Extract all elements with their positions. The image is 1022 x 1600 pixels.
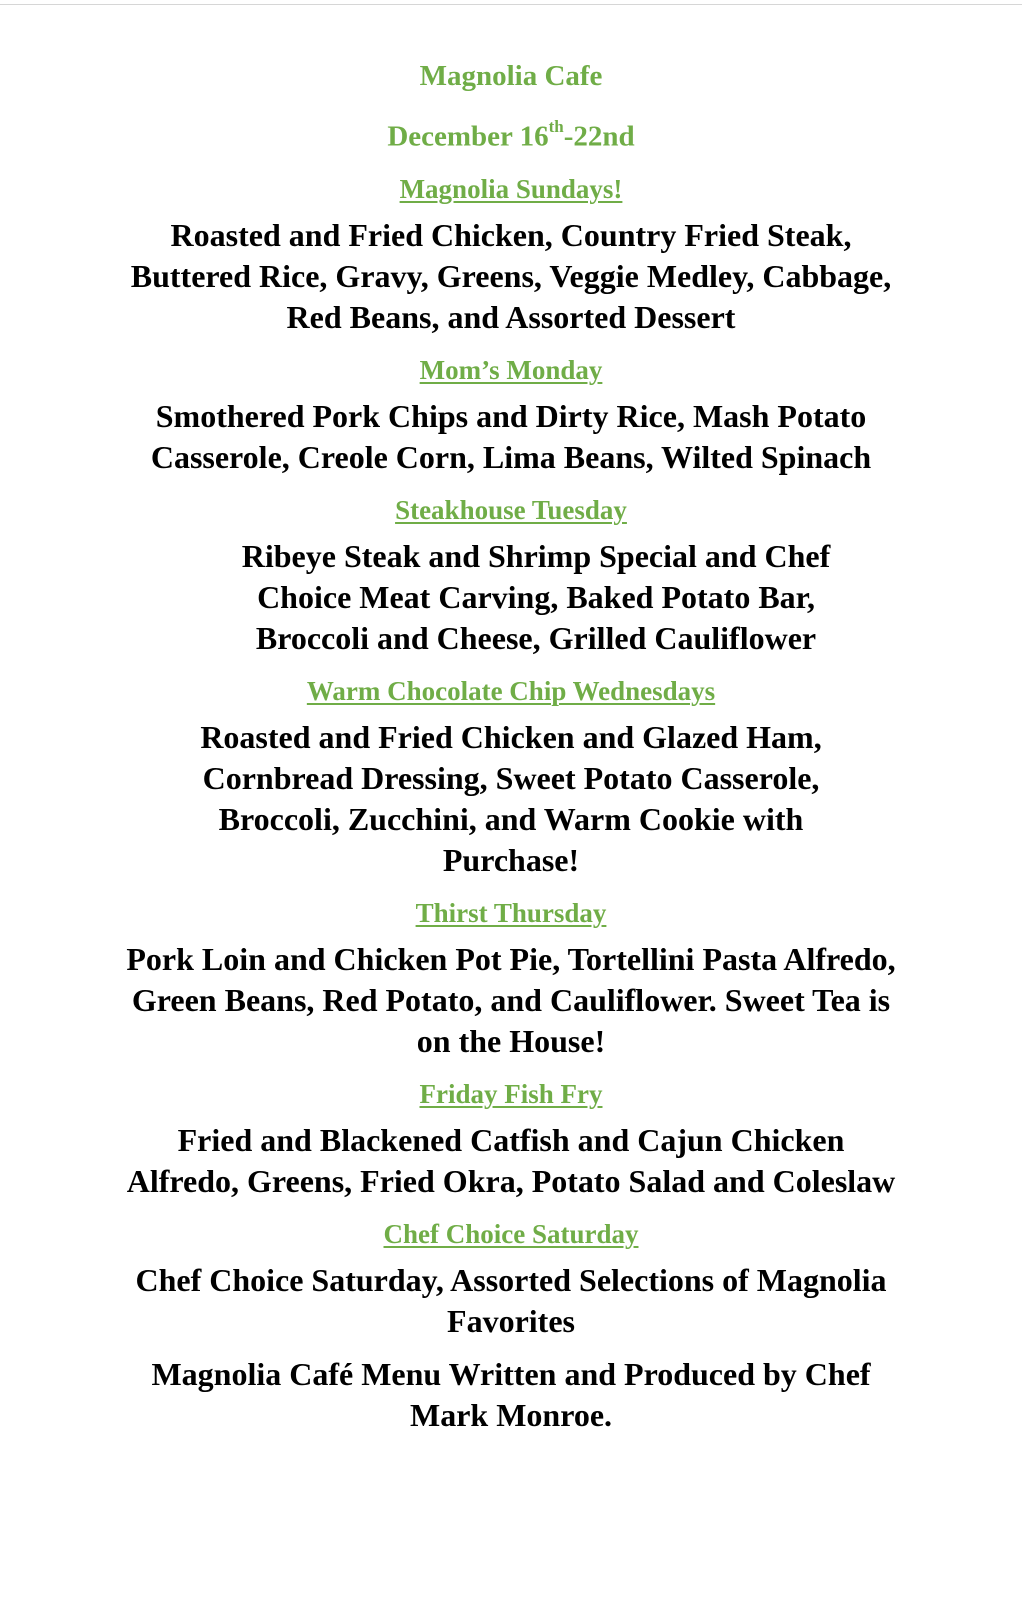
date-range <box>0 110 1022 157</box>
section-heading-friday: Friday Fish Fry <box>419 1078 603 1109</box>
date-start: December 16 <box>387 120 549 153</box>
section-items-sunday: Roasted and Fried Chicken, Country Fried Steak, Buttered Rice, Gravy, Greens, Veggie Medley, Cabbage, Red Beans, and Assorted Dessert <box>130 216 892 335</box>
section-items-monday: Smothered Pork Chips and Dirty Rice, Mash Potato Casserole, Creole Corn, Lima Beans, Wilted Spinach <box>150 397 872 475</box>
section-items-wednesday: Roasted and Fried Chicken and Glazed Ham, Cornbread Dressing, Sweet Potato Casserole, Broccoli, Zucchini, and Warm Cookie with Purchase! <box>200 718 822 878</box>
section-items-tuesday: Ribeye Steak and Shrimp Special and Chef Choice Meat Carving, Baked Potato Bar, Broccoli and Cheese, Grilled Cauliflower <box>241 537 831 656</box>
section-thursday <box>0 881 1022 1062</box>
section-heading-monday: Mom’s Monday <box>419 354 603 385</box>
section-heading-sunday: Magnolia Sundays! <box>399 173 623 204</box>
section-items-thursday: Pork Loin and Chicken Pot Pie, Tortellini Pasta Alfredo, Green Beans, Red Potato, and Cauliflower. Sweet Tea is on the House! <box>126 940 896 1059</box>
section-wednesday <box>0 659 1022 881</box>
section-monday <box>0 338 1022 478</box>
section-heading-saturday: Chef Choice Saturday <box>383 1218 639 1249</box>
menu-credit: Magnolia Café Menu Written and Produced by Chef Mark Monroe. <box>151 1355 871 1433</box>
section-tuesday <box>0 478 1022 659</box>
top-divider <box>0 4 1022 5</box>
section-sunday <box>0 157 1022 338</box>
section-heading-thursday: Thirst Thursday <box>415 897 607 928</box>
date-ordinal: th <box>548 117 564 136</box>
date-end: -22nd <box>563 120 635 153</box>
cafe-title: Magnolia Cafe <box>419 60 603 92</box>
section-items-friday: Fried and Blackened Catfish and Cajun Chicken Alfredo, Greens, Fried Okra, Potato Salad and Coleslaw <box>126 1121 896 1199</box>
section-heading-wednesday: Warm Chocolate Chip Wednesdays <box>306 675 716 706</box>
menu-document <box>0 56 1022 1436</box>
section-friday <box>0 1062 1022 1202</box>
section-items-saturday: Chef Choice Saturday, Assorted Selections of Magnolia Favorites <box>135 1261 887 1339</box>
section-heading-tuesday: Steakhouse Tuesday <box>395 494 627 525</box>
section-saturday <box>0 1202 1022 1342</box>
